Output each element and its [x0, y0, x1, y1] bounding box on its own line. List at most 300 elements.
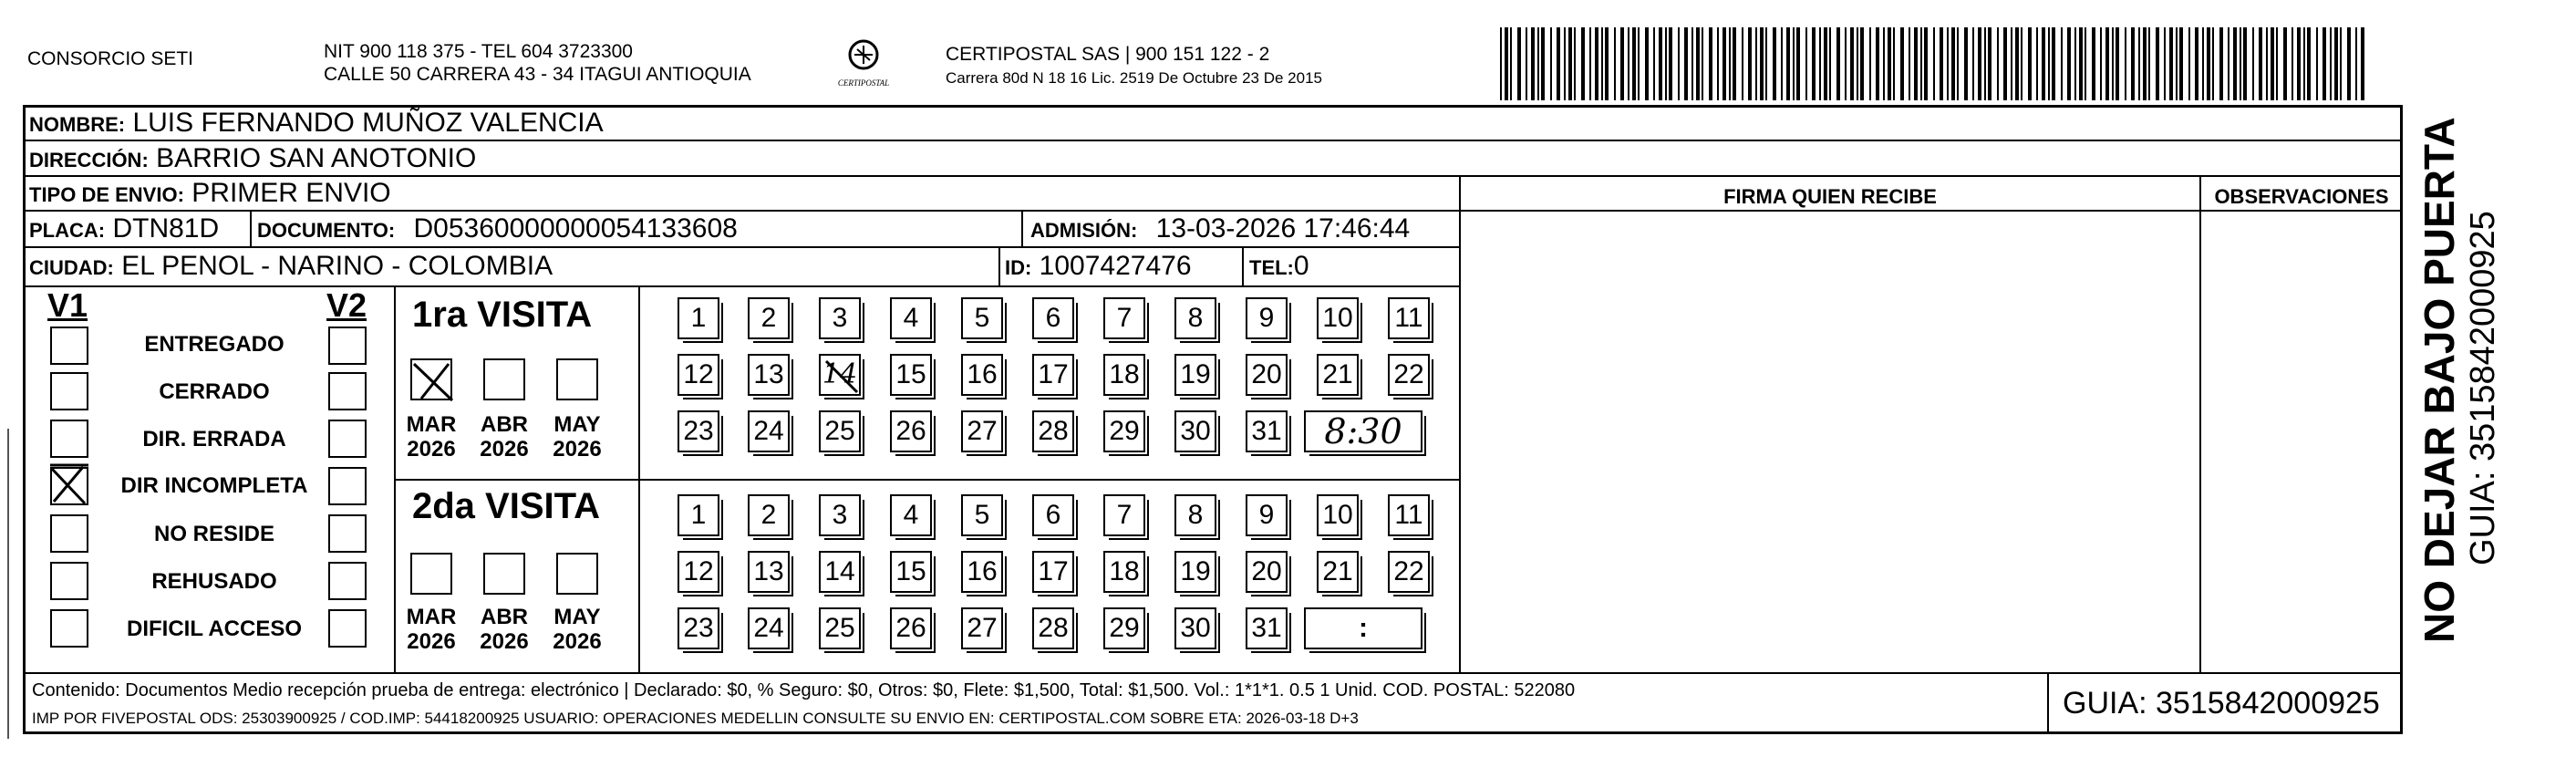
nombre-value: LUIS FERNANDO MUÑOZ VALENCIA	[132, 108, 604, 138]
month-year: 2026	[407, 437, 456, 461]
first-visit-month-abr-label	[472, 412, 536, 461]
reason-dificil-acceso: DIFICIL ACCESO	[126, 617, 302, 641]
barcode-bar	[1836, 27, 1840, 100]
barcode-bar	[2131, 27, 2135, 100]
barcode-bar	[2323, 27, 2326, 100]
tel-label: TEL:	[1249, 256, 1294, 279]
second-visit-day-9[interactable]: 9	[1246, 494, 1288, 536]
barcode-bar	[2195, 27, 2198, 100]
id-row	[1005, 251, 1192, 284]
second-visit-day-7[interactable]: 7	[1103, 494, 1145, 536]
v2-checkbox-entregado[interactable]	[328, 327, 367, 365]
first-visit-day-20[interactable]: 20	[1246, 354, 1288, 396]
barcode-bar	[2292, 27, 2293, 100]
barcode-bar	[1684, 27, 1688, 100]
barcode-bar	[1812, 27, 1816, 100]
direccion-label: DIRECCIÓN:	[29, 149, 149, 171]
tipo-envio-label: TIPO DE ENVIO:	[29, 183, 184, 206]
barcode-bar	[2112, 27, 2114, 100]
reason-dir-incompleta: DIR INCOMPLETA	[120, 473, 308, 498]
barcode-bar	[1620, 27, 1624, 100]
first-visit-day-21[interactable]: 21	[1317, 354, 1359, 396]
barcode-bar	[2156, 27, 2159, 100]
month-name: MAR	[406, 412, 457, 437]
barcode	[1500, 27, 2366, 100]
barcode-bar	[2021, 27, 2023, 100]
spacer	[255, 285, 257, 287]
barcode-bar	[1541, 27, 1545, 100]
admision-label: ADMISIÓN:	[1030, 219, 1138, 242]
barcode-bar	[1500, 27, 1502, 100]
barcode-bar	[1702, 27, 1703, 100]
barcode-bar	[1733, 27, 1736, 100]
first-visit-day-11[interactable]: 11	[1388, 297, 1430, 339]
first-visit-time-box[interactable]: 8:30	[1304, 410, 1422, 452]
second-visit-day-1[interactable]: 1	[678, 494, 719, 536]
barcode-bar	[1517, 27, 1521, 100]
barcode-bar	[1997, 27, 1999, 100]
visit-divider	[394, 479, 1459, 481]
month-name: ABR	[481, 605, 528, 629]
barcode-bar	[1605, 27, 1609, 100]
second-visit-day-19[interactable]: 19	[1174, 551, 1216, 593]
barcode-bar	[1678, 27, 1680, 100]
reason-cerrado: CERRADO	[159, 379, 270, 404]
first-visit-day-22[interactable]: 22	[1388, 354, 1430, 396]
barcode-bar	[2028, 27, 2032, 100]
barcode-bar	[2116, 27, 2119, 100]
v2-checkbox-dir-errada[interactable]	[328, 420, 367, 458]
barcode-bar	[1888, 27, 1891, 100]
barcode-bar	[2212, 27, 2214, 100]
footer-content-line: Contenido: Documentos Medio recepción prueba de entrega: electrónico | Declarado: $0, % Seguro: $0, Otros: $0, Flete: $1,500, Total: $1,500. Vol.: 1*1*1. 0.5 1 Unid. COD. POSTAL: 522080	[32, 680, 1576, 700]
barcode-bar	[2138, 27, 2140, 100]
barcode-bar	[2036, 27, 2038, 100]
second-visit-month-mar-label	[399, 605, 463, 654]
first-visit-month-may-label	[545, 412, 609, 461]
barcode-bar	[1829, 27, 1831, 100]
barcode-bar	[1632, 27, 1636, 100]
first-visit-day-24[interactable]: 24	[748, 410, 790, 452]
barcode-bar	[1933, 27, 1935, 100]
first-visit-day-13[interactable]: 13	[748, 354, 790, 396]
admision-row	[1030, 213, 1410, 246]
first-visit-day-28[interactable]: 28	[1032, 410, 1074, 452]
placa-label: PLACA:	[29, 219, 106, 242]
barcode-bar	[1550, 27, 1552, 100]
second-visit-day-16[interactable]: 16	[961, 551, 1003, 593]
barcode-bar	[1805, 27, 1807, 100]
first-visit-day-3[interactable]: 3	[819, 297, 861, 339]
direccion-row	[29, 143, 476, 176]
barcode-bar	[1581, 27, 1585, 100]
barcode-bar	[1574, 27, 1576, 100]
id-value: 1007427476	[1039, 251, 1192, 281]
first-visit-day-4[interactable]: 4	[890, 297, 932, 339]
barcode-bar	[1978, 27, 1981, 100]
first-visit-day-26[interactable]: 26	[890, 410, 932, 452]
barcode-bar	[1723, 27, 1726, 100]
second-visit-day-22[interactable]: 22	[1388, 551, 1430, 593]
barcode-bar	[1909, 27, 1910, 100]
nombre-row	[29, 108, 604, 140]
barcode-bar	[2347, 27, 2351, 100]
placa-row	[29, 213, 219, 246]
barcode-bar	[1773, 27, 1776, 100]
v1-checkbox-entregado[interactable]	[50, 327, 88, 365]
barcode-bar	[1845, 27, 1847, 100]
barcode-bar	[2105, 27, 2109, 100]
barcode-bar	[2316, 27, 2318, 100]
barcode-bar	[1819, 27, 1821, 100]
barcode-bar	[1729, 27, 1731, 100]
observaciones-heading: OBSERVACIONES	[2214, 185, 2389, 208]
ciudad-value: EL PENOL - NARINO - COLOMBIA	[121, 251, 553, 281]
footer-guia-divider	[2047, 672, 2049, 734]
second-visit-title: 2da VISITA	[412, 486, 600, 526]
month-year: 2026	[553, 437, 602, 461]
barcode-bar	[1893, 27, 1895, 100]
barcode-bar	[1914, 27, 1918, 100]
barcode-bar	[2003, 27, 2007, 100]
second-visit-day-13[interactable]: 13	[748, 551, 790, 593]
barcode-bar	[2228, 27, 2229, 100]
second-visit-day-20[interactable]: 20	[1246, 551, 1288, 593]
barcode-bar	[2355, 27, 2357, 100]
v1-checkbox-dir-errada[interactable]	[50, 420, 88, 458]
v1-checkbox-cerrado[interactable]	[50, 372, 88, 410]
row-divider	[23, 285, 1459, 287]
month-year: 2026	[480, 629, 529, 654]
first-visit-day-25[interactable]: 25	[819, 410, 861, 452]
barcode-bar	[1589, 27, 1591, 100]
margin-mark	[7, 429, 9, 739]
barcode-bar	[1850, 27, 1854, 100]
v2-label: V2	[326, 286, 367, 324]
barcode-bar	[1984, 27, 1986, 100]
second-visit-day-30[interactable]: 30	[1174, 607, 1216, 649]
first-visit-day-2[interactable]: 2	[748, 297, 790, 339]
ciudad-label: CIUDAD:	[29, 256, 114, 279]
barcode-bar	[1628, 27, 1629, 100]
v1-checkbox-no-reside[interactable]	[50, 514, 88, 553]
first-visit-day-10[interactable]: 10	[1317, 297, 1359, 339]
second-visit-day-29[interactable]: 29	[1103, 607, 1145, 649]
first-visit-day-23[interactable]: 23	[678, 410, 719, 452]
barcode-bar	[1781, 27, 1783, 100]
second-visit-day-10[interactable]: 10	[1317, 494, 1359, 536]
second-visit-month-abr-box[interactable]	[483, 553, 525, 595]
logo-text: CERTIPOSTAL	[837, 78, 890, 88]
certipostal-logo	[836, 36, 891, 93]
second-visit-day-6[interactable]: 6	[1032, 494, 1074, 536]
barcode-bar	[1988, 27, 1991, 100]
barcode-bar	[2052, 27, 2055, 100]
barcode-bar	[1957, 27, 1959, 100]
first-visit-day-18[interactable]: 18	[1103, 354, 1145, 396]
barcode-bar	[1659, 27, 1662, 100]
v1-label: V1	[47, 286, 88, 324]
direccion-value: BARRIO SAN ANOTONIO	[156, 143, 477, 173]
tel-divider	[1242, 246, 1244, 285]
barcode-bar	[1595, 27, 1598, 100]
barcode-bar	[2276, 27, 2278, 100]
handwritten-x-mark	[48, 463, 87, 502]
first-visit-day-31[interactable]: 31	[1246, 410, 1288, 452]
first-visit-day-6[interactable]: 6	[1032, 297, 1074, 339]
documento-label: DOCUMENTO:	[257, 219, 396, 242]
reason-no-reside: NO RESIDE	[153, 522, 275, 546]
barcode-bar	[1793, 27, 1795, 100]
second-visit-day-31[interactable]: 31	[1246, 607, 1288, 649]
barcode-bar	[2240, 27, 2241, 100]
barcode-bar	[1526, 27, 1527, 100]
second-visit-day-18[interactable]: 18	[1103, 551, 1145, 593]
barcode-bar	[2233, 27, 2237, 100]
second-visit-month-may-box[interactable]	[556, 553, 598, 595]
firma-field[interactable]	[1461, 210, 2199, 670]
second-visit-day-15[interactable]: 15	[890, 551, 932, 593]
ciudad-row	[29, 251, 553, 284]
second-visit-month-may-label	[545, 605, 609, 654]
first-visit-day-9[interactable]: 9	[1246, 297, 1288, 339]
barcode-bar	[2243, 27, 2247, 100]
barcode-bar	[2164, 27, 2166, 100]
first-visit-day-17[interactable]: 17	[1032, 354, 1074, 396]
barcode-bar	[1920, 27, 1922, 100]
barcode-bar	[2092, 27, 2095, 100]
barcode-bar	[1860, 27, 1864, 100]
barcode-bar	[2202, 27, 2204, 100]
v2-checkbox-rehusado[interactable]	[328, 562, 367, 600]
nombre-label: NOMBRE:	[29, 113, 126, 136]
month-name: MAY	[553, 605, 601, 629]
barcode-bar	[1883, 27, 1885, 100]
barcode-bar	[1638, 27, 1640, 100]
month-name: ABR	[481, 412, 528, 437]
barcode-bar	[1947, 27, 1949, 100]
second-visit-day-14[interactable]: 14	[819, 551, 861, 593]
barcode-bar	[1951, 27, 1955, 100]
first-visit-month-abr-box[interactable]	[483, 358, 525, 400]
barcode-bar	[2330, 27, 2332, 100]
barcode-bar	[1964, 27, 1968, 100]
reason-rehusado: REHUSADO	[151, 569, 277, 594]
company-name: CONSORCIO SETI	[27, 48, 194, 69]
second-visit-day-25[interactable]: 25	[819, 607, 861, 649]
barcode-bar	[2266, 27, 2268, 100]
barcode-bar	[2085, 27, 2086, 100]
second-visit-day-5[interactable]: 5	[961, 494, 1003, 536]
first-visit-day-27[interactable]: 27	[961, 410, 1003, 452]
barcode-bar	[2143, 27, 2147, 100]
barcode-bar	[1691, 27, 1693, 100]
first-visit-day-15[interactable]: 15	[890, 354, 932, 396]
barcode-bar	[2334, 27, 2338, 100]
first-visit-day-12[interactable]: 12	[678, 354, 719, 396]
barcode-bar	[1601, 27, 1603, 100]
barcode-bar	[2361, 27, 2364, 100]
documento-row	[257, 213, 738, 246]
barcode-bar	[1505, 27, 1508, 100]
barcode-bar	[1510, 27, 1512, 100]
second-visit-day-27[interactable]: 27	[961, 607, 1003, 649]
barcode-bar	[2259, 27, 2262, 100]
id-label: ID:	[1005, 256, 1032, 279]
barcode-bar	[1972, 27, 1974, 100]
barcode-bar	[2042, 27, 2045, 100]
side-guia: GUIA: 3515842000925	[2464, 211, 2502, 565]
second-visit-day-3[interactable]: 3	[819, 494, 861, 536]
barcode-bar	[1709, 27, 1712, 100]
barcode-bar	[2188, 27, 2190, 100]
first-visit-month-mar-label	[399, 412, 463, 461]
second-visit-time-box[interactable]: :	[1304, 607, 1422, 649]
first-visit-title: 1ra VISITA	[412, 295, 593, 335]
barcode-bar	[1748, 27, 1752, 100]
v1-checkbox-dificil-acceso[interactable]	[50, 609, 88, 648]
month-year: 2026	[407, 629, 456, 654]
tel-value: 0	[1293, 251, 1309, 281]
first-visit-day-7[interactable]: 7	[1103, 297, 1145, 339]
first-visit-day-30[interactable]: 30	[1174, 410, 1216, 452]
barcode-bar	[1742, 27, 1743, 100]
second-visit-day-2[interactable]: 2	[748, 494, 790, 536]
barcode-bar	[1653, 27, 1655, 100]
second-visit-day-4[interactable]: 4	[890, 494, 932, 536]
barcode-bar	[2207, 27, 2210, 100]
barcode-bar	[2125, 27, 2126, 100]
barcode-bar	[1665, 27, 1667, 100]
barcode-bar	[2148, 27, 2150, 100]
admision-value: 13-03-2026 17:46:44	[1155, 213, 1411, 244]
address-line: CALLE 50 CARRERA 43 - 34 ITAGUI ANTIOQUIA	[324, 64, 751, 85]
barcode-bar	[1531, 27, 1535, 100]
second-visit-day-28[interactable]: 28	[1032, 607, 1074, 649]
barcode-bar	[1786, 27, 1790, 100]
barcode-bar	[1755, 27, 1757, 100]
documento-value: D05360000000054133608	[413, 213, 738, 244]
barcode-bar	[2297, 27, 2301, 100]
v2-checkbox-dificil-acceso[interactable]	[328, 609, 367, 648]
footer-imp-line: IMP POR FIVEPOSTAL ODS: 25303900925 / COD.IMP: 54418200925 USUARIO: OPERACIONES MEDELLIN CONSULTE SU ENVIO EN: CERTIPOSTAL.COM SOBRE ETA: 2026-03-18 D+3	[32, 710, 1359, 727]
second-visit-month-abr-label	[472, 605, 536, 654]
barcode-bar	[1568, 27, 1572, 100]
barcode-bar	[1564, 27, 1566, 100]
barcode-bar	[1796, 27, 1800, 100]
v1-checkbox-dir-incompleta[interactable]	[50, 467, 88, 505]
v2-checkbox-cerrado[interactable]	[328, 372, 367, 410]
first-visit-month-may-box[interactable]	[556, 358, 598, 400]
second-visit-day-8[interactable]: 8	[1174, 494, 1216, 536]
second-visit-day-26[interactable]: 26	[890, 607, 932, 649]
barcode-bar	[2048, 27, 2050, 100]
barcode-bar	[2303, 27, 2305, 100]
nit-line: NIT 900 118 375 - TEL 604 3723300	[324, 41, 633, 62]
barcode-bar	[1760, 27, 1764, 100]
barcode-bar	[1765, 27, 1767, 100]
barcode-bar	[2074, 27, 2076, 100]
barcode-bar	[1824, 27, 1827, 100]
first-visit-day-5[interactable]: 5	[961, 297, 1003, 339]
second-visit-day-11[interactable]: 11	[1388, 494, 1430, 536]
month-name: MAR	[406, 605, 457, 629]
barcode-bar	[2061, 27, 2063, 100]
second-visit-day-24[interactable]: 24	[748, 607, 790, 649]
month-year: 2026	[553, 629, 602, 654]
footer-divider	[23, 672, 2403, 674]
second-visit-day-12[interactable]: 12	[678, 551, 719, 593]
barcode-bar	[1940, 27, 1943, 100]
barcode-bar	[1857, 27, 1858, 100]
barcode-bar	[2340, 27, 2342, 100]
barcode-bar	[2283, 27, 2287, 100]
second-visit-day-17[interactable]: 17	[1032, 551, 1074, 593]
first-visit-day-14[interactable]: 14	[819, 354, 861, 396]
v2-checkbox-dir-incompleta[interactable]	[328, 467, 367, 505]
license-line: Carrera 80d N 18 16 Lic. 2519 De Octubre 23 De 2015	[946, 69, 1322, 87]
barcode-bar	[2015, 27, 2019, 100]
second-visit-month-mar-box[interactable]	[410, 553, 452, 595]
barcode-bar	[2219, 27, 2223, 100]
carrier-line: CERTIPOSTAL SAS | 900 151 122 - 2	[946, 44, 1270, 65]
barcode-bar	[2179, 27, 2183, 100]
barcode-bar	[1869, 27, 1871, 100]
barcode-bar	[2176, 27, 2178, 100]
barcode-bar	[1557, 27, 1560, 100]
first-visit-day-16[interactable]: 16	[961, 354, 1003, 396]
first-visit-day-29[interactable]: 29	[1103, 410, 1145, 452]
v1-checkbox-rehusado[interactable]	[50, 562, 88, 600]
barcode-bar	[1717, 27, 1719, 100]
barcode-bar	[1696, 27, 1700, 100]
firma-heading: FIRMA QUIEN RECIBE	[1723, 185, 1937, 208]
barcode-bar	[2079, 27, 2083, 100]
barcode-bar	[1614, 27, 1616, 100]
barcode-bar	[2307, 27, 2311, 100]
first-visit-month-mar-box[interactable]	[410, 358, 452, 400]
observaciones-field[interactable]	[2201, 210, 2402, 670]
barcode-bar	[2271, 27, 2274, 100]
first-visit-day-19[interactable]: 19	[1174, 354, 1216, 396]
barcode-bar	[2100, 27, 2102, 100]
barcode-bar	[2067, 27, 2071, 100]
first-visit-day-8[interactable]: 8	[1174, 297, 1216, 339]
barcode-bar	[1900, 27, 1904, 100]
barcode-bar	[1876, 27, 1879, 100]
side-notice: NO DEJAR BAJO PUERTA	[2416, 117, 2463, 643]
tipo-envio-value: PRIMER ENVIO	[191, 178, 391, 208]
id-divider	[998, 246, 1000, 285]
reason-dir-errada: DIR. ERRADA	[142, 427, 286, 451]
first-visit-day-1[interactable]: 1	[678, 297, 719, 339]
second-visit-day-21[interactable]: 21	[1317, 551, 1359, 593]
month-year: 2026	[480, 437, 529, 461]
barcode-bar	[1645, 27, 1649, 100]
second-visit-day-23[interactable]: 23	[678, 607, 719, 649]
barcode-bar	[2011, 27, 2012, 100]
placa-divider	[250, 210, 252, 246]
barcode-bar	[1537, 27, 1539, 100]
barcode-bar	[2252, 27, 2254, 100]
v2-checkbox-no-reside[interactable]	[328, 514, 367, 553]
footer-guia: GUIA: 3515842000925	[2063, 686, 2380, 721]
handwritten-x-mark	[412, 360, 454, 402]
admision-divider	[1021, 210, 1023, 246]
month-name: MAY	[553, 412, 601, 437]
barcode-bar	[1669, 27, 1672, 100]
tipo-envio-row	[29, 178, 391, 211]
